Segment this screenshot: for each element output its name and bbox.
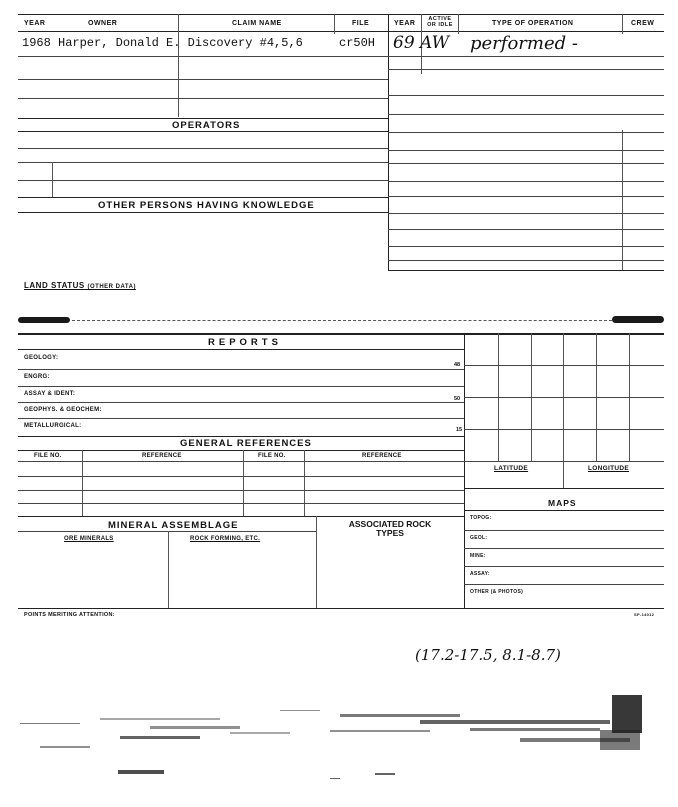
row-line <box>388 132 664 133</box>
land-status-sub: (OTHER DATA) <box>87 284 136 290</box>
other-persons-heading: OTHER PERSONS HAVING KNOWLEDGE <box>98 200 315 211</box>
row-line <box>388 69 664 70</box>
row-line <box>18 450 464 451</box>
ore-minerals-header: ORE MINERALS <box>64 536 114 542</box>
file-header: FILE <box>352 20 370 27</box>
row-line <box>18 148 388 149</box>
grid-line <box>464 397 664 398</box>
row-line <box>18 418 464 419</box>
active-idle-header: ACTIVE OR IDLE <box>427 16 453 28</box>
map-label: TOPOG: <box>470 515 492 521</box>
map-label: ASSAY: <box>470 571 490 577</box>
row-line <box>18 476 464 477</box>
report-number: 48 <box>454 362 461 368</box>
row-line <box>464 510 664 511</box>
separator-dash <box>72 320 612 321</box>
year-header: YEAR <box>24 20 46 27</box>
row-line <box>18 386 464 387</box>
crew-header: CREW <box>631 20 655 27</box>
ref-file-no-2: FILE NO. <box>258 453 286 459</box>
claim-file-divider <box>334 14 335 34</box>
row-line <box>388 181 664 182</box>
report-number: 15 <box>456 427 463 433</box>
file-entry: cr50H <box>339 36 376 50</box>
ref-file-no-1: FILE NO. <box>34 453 62 459</box>
row-line <box>388 196 664 197</box>
row-line <box>464 548 664 549</box>
report-label: ENGRG: <box>24 374 50 380</box>
row-line <box>388 270 664 271</box>
ref-reference-2: REFERENCE <box>362 453 402 459</box>
latitude-label: LATITUDE <box>494 465 529 472</box>
ref-divider <box>243 450 244 516</box>
handwritten-annotation: (17.2-17.5, 8.1-8.7) <box>415 646 561 664</box>
reports-top-rule <box>18 333 664 335</box>
general-references-heading: GENERAL REFERENCES <box>180 438 312 449</box>
header-rule <box>18 31 664 32</box>
row-line <box>18 212 388 213</box>
maps-heading: MAPS <box>548 498 577 508</box>
operators-heading: OPERATORS <box>172 120 241 131</box>
row-line <box>388 163 664 164</box>
operation-handwriting: performed - <box>470 33 578 54</box>
row-line <box>388 246 664 247</box>
owner-header: OWNER <box>88 20 118 27</box>
grid-line <box>563 333 564 488</box>
grid-line <box>464 461 664 462</box>
row-line <box>18 461 464 462</box>
row-line <box>18 369 464 370</box>
row-line <box>18 162 388 163</box>
land-status-heading <box>24 281 136 290</box>
mineral-divider <box>168 531 169 608</box>
row-line <box>18 197 388 198</box>
row-line <box>18 56 388 57</box>
row-line <box>388 56 664 57</box>
row-line <box>388 150 664 151</box>
claim-name-header: CLAIM NAME <box>232 20 282 27</box>
ref-divider <box>82 450 83 516</box>
row-line <box>18 516 464 517</box>
active-type-divider <box>458 14 459 34</box>
ref-divider <box>304 450 305 516</box>
row-line <box>18 503 464 504</box>
row-line <box>464 566 664 567</box>
report-label: GEOLOGY: <box>24 355 59 361</box>
crew-column-divider <box>622 130 623 270</box>
scan-noise <box>0 680 678 807</box>
row-line <box>388 229 664 230</box>
grid-line <box>464 429 664 430</box>
report-label: GEOPHYS. & GEOCHEM: <box>24 407 102 413</box>
row-line <box>388 213 664 214</box>
row-line <box>18 180 388 181</box>
row-line <box>18 118 388 119</box>
left-right-divider <box>388 14 389 271</box>
owner-claim-entry: 1968 Harper, Donald E. Discovery #4,5,6 <box>22 36 303 50</box>
map-label: MINE: <box>470 553 486 559</box>
type-of-operation-header: TYPE OF OPERATION <box>492 20 574 27</box>
row-line <box>388 95 664 96</box>
form-code: SP-14012 <box>634 612 655 617</box>
reports-heading: REPORTS <box>208 337 282 348</box>
rock-forming-header: ROCK FORMING, ETC. <box>190 536 261 542</box>
row-line <box>18 402 464 403</box>
row-line <box>18 79 388 80</box>
mineral-divider <box>316 516 317 608</box>
map-label: OTHER (& PHOTOS) <box>470 589 524 595</box>
row-line <box>18 608 664 609</box>
row-line <box>464 488 664 489</box>
ref-reference-1: REFERENCE <box>142 453 182 459</box>
row-line <box>464 530 664 531</box>
row-line <box>388 114 664 115</box>
row-line <box>18 131 388 132</box>
points-meriting-attention: POINTS MERITING ATTENTION: <box>24 612 115 618</box>
top-rule <box>18 14 664 15</box>
row-line <box>464 584 664 585</box>
row-line <box>18 436 464 437</box>
operator-divider <box>52 162 53 197</box>
report-number: 50 <box>454 396 461 402</box>
map-label: GEOL: <box>470 535 488 541</box>
separator-bar-left <box>18 317 70 323</box>
associated-rock-types-heading: ASSOCIATED ROCK TYPES <box>348 519 432 538</box>
longitude-label: LONGITUDE <box>588 465 629 472</box>
mineral-assemblage-heading: MINERAL ASSEMBLAGE <box>108 520 239 531</box>
year-active-handwriting: 69 AW <box>393 33 450 53</box>
row-line <box>18 349 464 350</box>
report-label: ASSAY & IDENT: <box>24 391 76 397</box>
separator-bar-right <box>612 316 664 323</box>
row-line <box>388 260 664 261</box>
reports-right-divider <box>464 333 465 609</box>
land-status-label: LAND STATUS <box>24 281 85 290</box>
grid-line <box>464 365 664 366</box>
row-line <box>18 98 388 99</box>
row-line <box>18 490 464 491</box>
row-line <box>18 531 316 532</box>
year2-header: YEAR <box>394 20 416 27</box>
report-label: METALLURGICAL: <box>24 423 82 429</box>
type-crew-divider <box>622 14 623 34</box>
owner-claim-divider <box>178 14 179 117</box>
